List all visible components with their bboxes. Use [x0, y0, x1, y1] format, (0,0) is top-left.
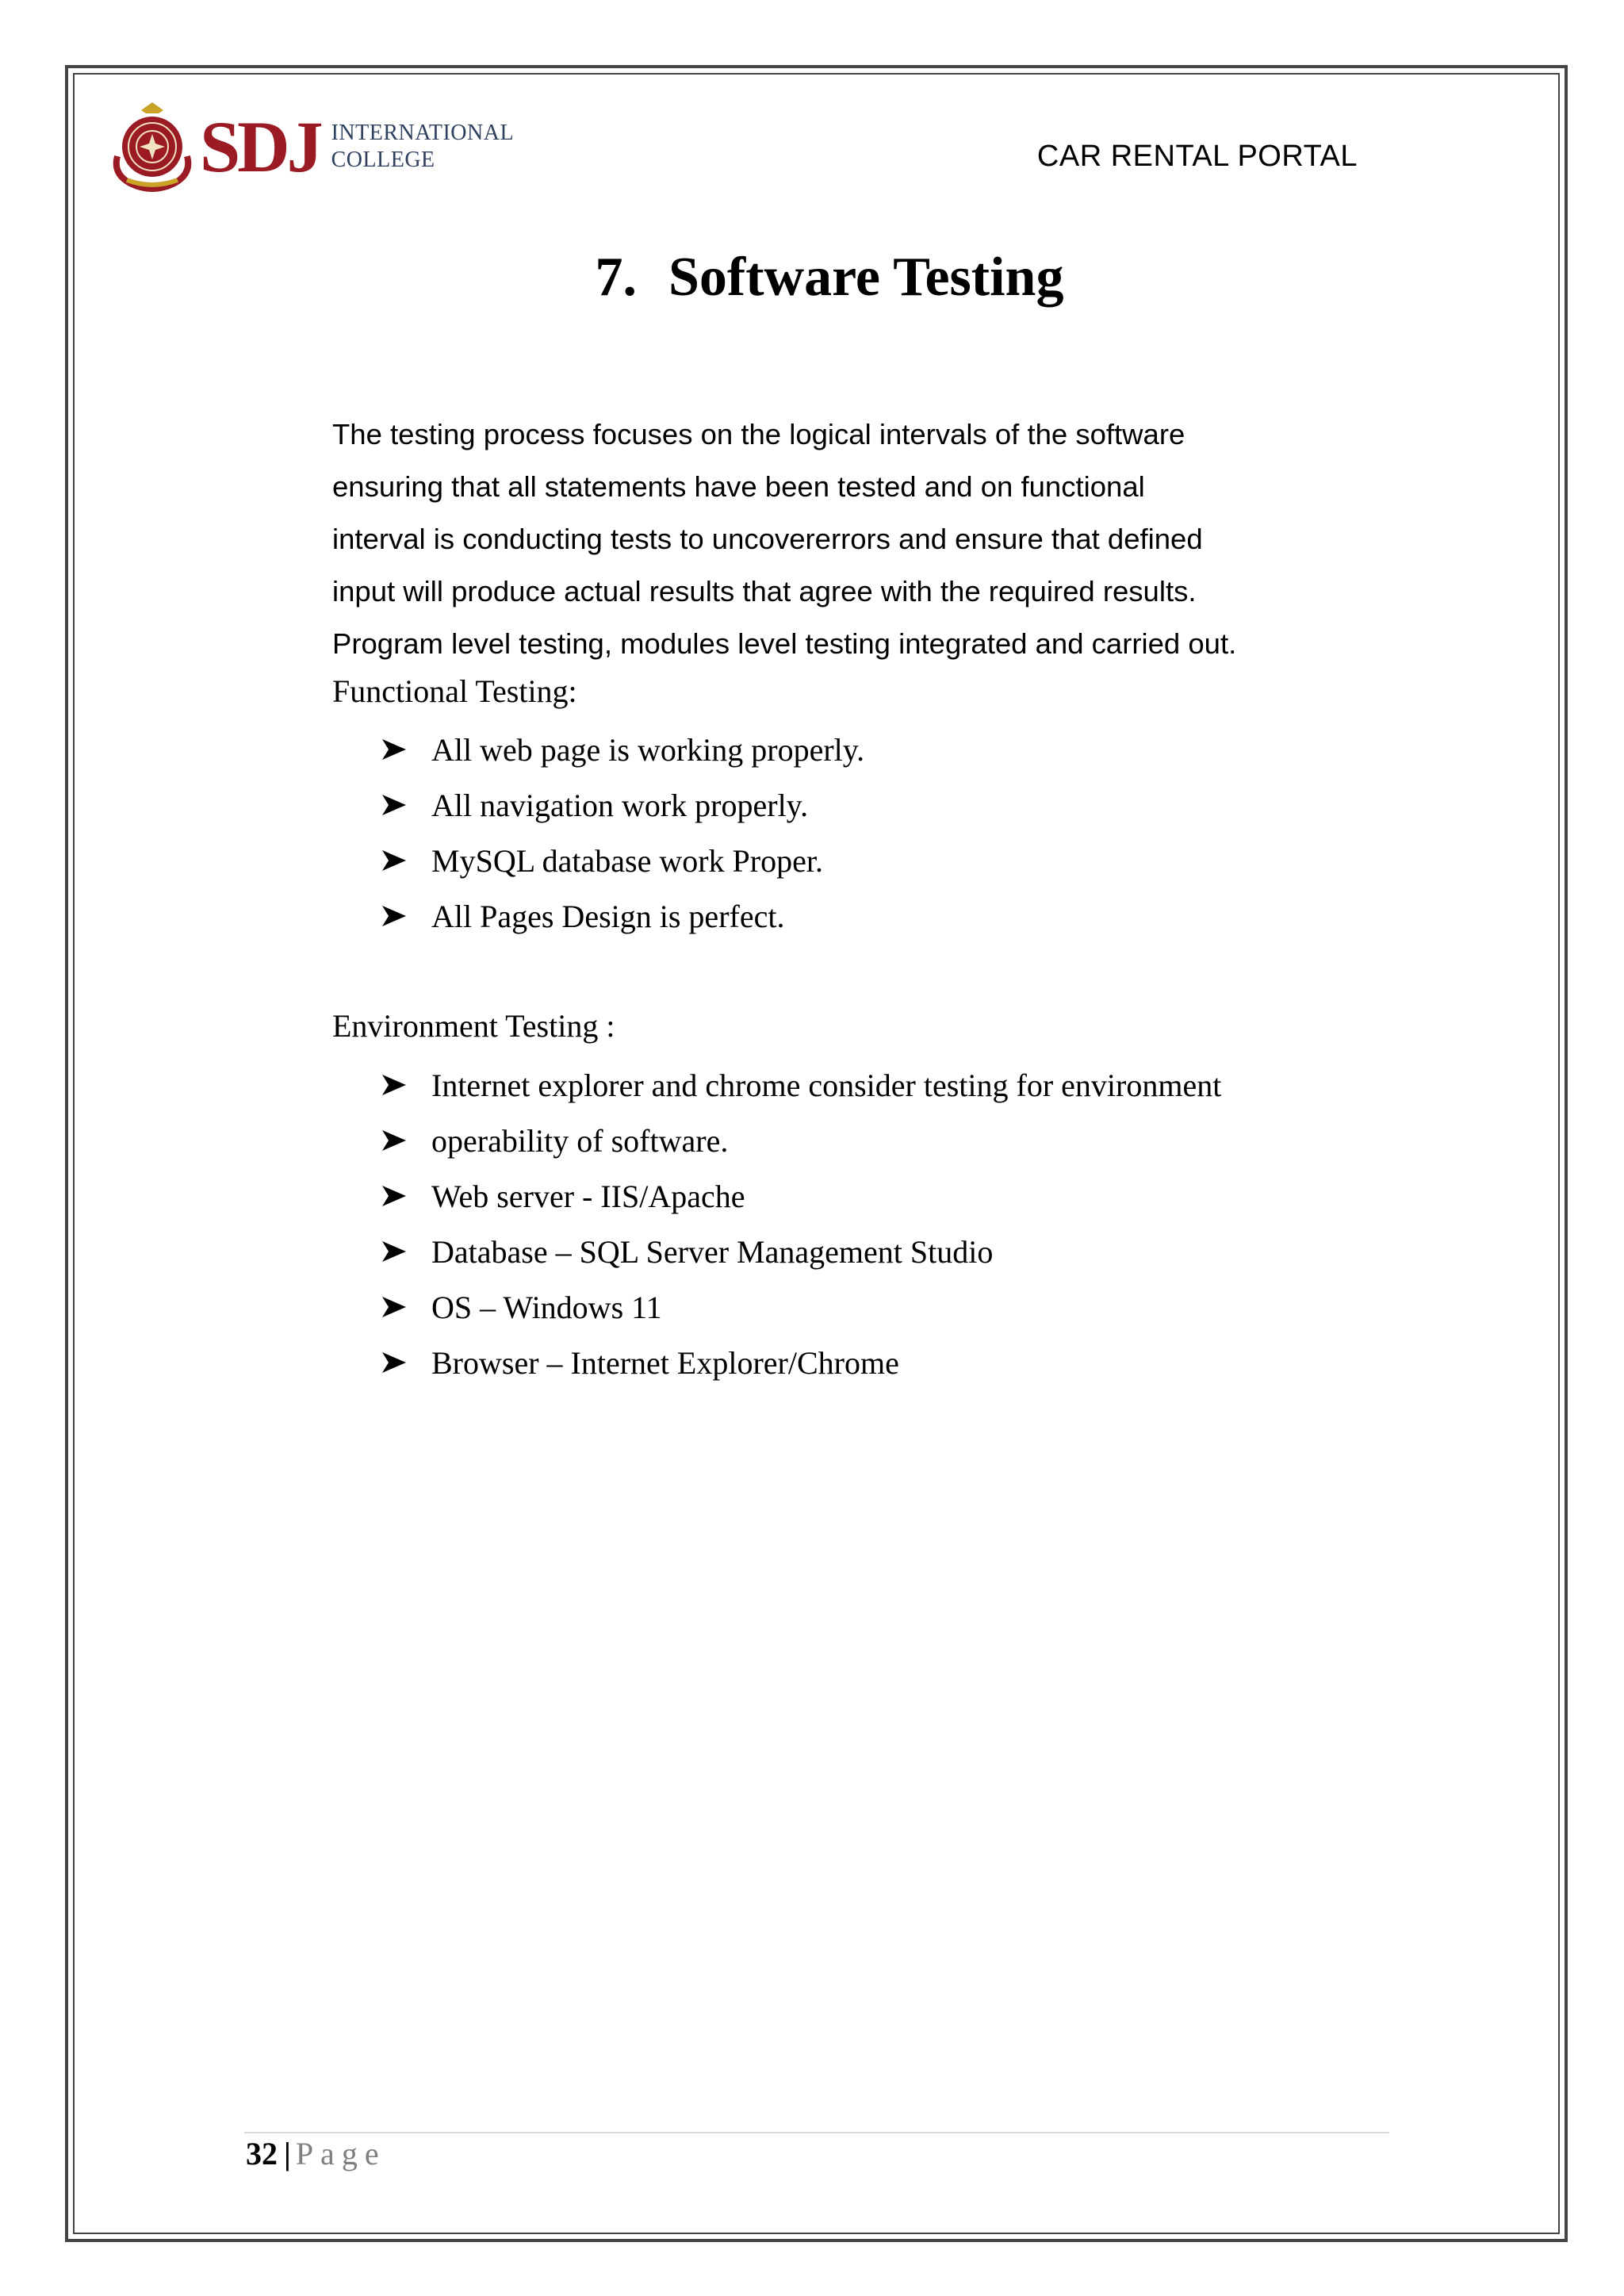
list-item-text: operability of software. — [431, 1122, 729, 1159]
list-item — [381, 1057, 1221, 1113]
list-item-text: OS – Windows 11 — [431, 1289, 662, 1325]
arrow-bullet-icon — [381, 1295, 408, 1319]
arrow-bullet-icon — [381, 904, 408, 928]
list-item — [381, 722, 864, 777]
project-title: CAR RENTAL PORTAL — [1036, 140, 1358, 173]
environment-testing-list — [381, 1057, 1221, 1390]
list-item-text: Database – SQL Server Management Studio — [431, 1233, 994, 1270]
arrow-bullet-icon — [381, 793, 408, 817]
list-item — [381, 833, 864, 888]
arrow-bullet-icon — [381, 738, 408, 761]
functional-testing-list — [381, 722, 864, 944]
list-item — [381, 777, 864, 833]
arrow-bullet-icon — [381, 1351, 408, 1374]
logo-line-2: COLLEGE — [331, 148, 435, 172]
footer-separator: | — [284, 2136, 291, 2171]
list-item — [381, 1335, 1221, 1390]
list-item-text: Internet explorer and chrome consider testing for environment — [431, 1067, 1222, 1103]
arrow-bullet-icon — [381, 1129, 408, 1152]
logo-brand-text: SDJ — [200, 106, 320, 187]
list-item-text: Browser – Internet Explorer/Chrome — [431, 1344, 899, 1381]
college-logo — [109, 99, 514, 194]
footer-divider — [244, 2132, 1389, 2133]
intro-paragraph — [332, 408, 1323, 670]
functional-testing-heading: Functional Testing: — [332, 673, 577, 709]
list-item-text: Web server - IIS/Apache — [431, 1178, 745, 1214]
intro-line: ensuring that all statements have been tested and on functional — [332, 470, 1145, 503]
logo-line-1: INTERNATIONAL — [331, 121, 515, 145]
page-number: 32 — [246, 2136, 278, 2171]
list-item — [381, 888, 864, 944]
arrow-bullet-icon — [381, 1184, 408, 1208]
list-item — [381, 1224, 1221, 1279]
intro-line: interval is conducting tests to uncovererrors and ensure that defined — [332, 523, 1203, 555]
list-item-text: All Pages Design is perfect. — [431, 898, 785, 934]
chapter-title: Software Testing — [668, 247, 1064, 308]
list-item — [381, 1279, 1221, 1335]
arrow-bullet-icon — [381, 1073, 408, 1097]
chapter-number: 7. — [595, 247, 637, 308]
page-label: Page — [295, 2136, 386, 2171]
page-footer — [246, 2135, 386, 2172]
list-item — [381, 1113, 1221, 1168]
intro-line: input will produce actual results that agree with the required results. — [332, 575, 1197, 608]
environment-testing-heading: Environment Testing : — [332, 1008, 615, 1044]
intro-line: The testing process focuses on the logical intervals of the software — [332, 418, 1185, 450]
logo-subtext — [331, 120, 514, 174]
list-item-text: MySQL database work Proper. — [431, 842, 823, 879]
list-item-text: All navigation work properly. — [431, 787, 809, 823]
intro-line: Program level testing, modules level testing integrated and carried out. — [332, 627, 1237, 660]
list-item-text: All web page is working properly. — [431, 731, 865, 768]
chapter-heading — [0, 246, 1624, 309]
arrow-bullet-icon — [381, 1240, 408, 1263]
college-seal-icon — [109, 101, 195, 193]
arrow-bullet-icon — [381, 849, 408, 872]
list-item — [381, 1168, 1221, 1224]
